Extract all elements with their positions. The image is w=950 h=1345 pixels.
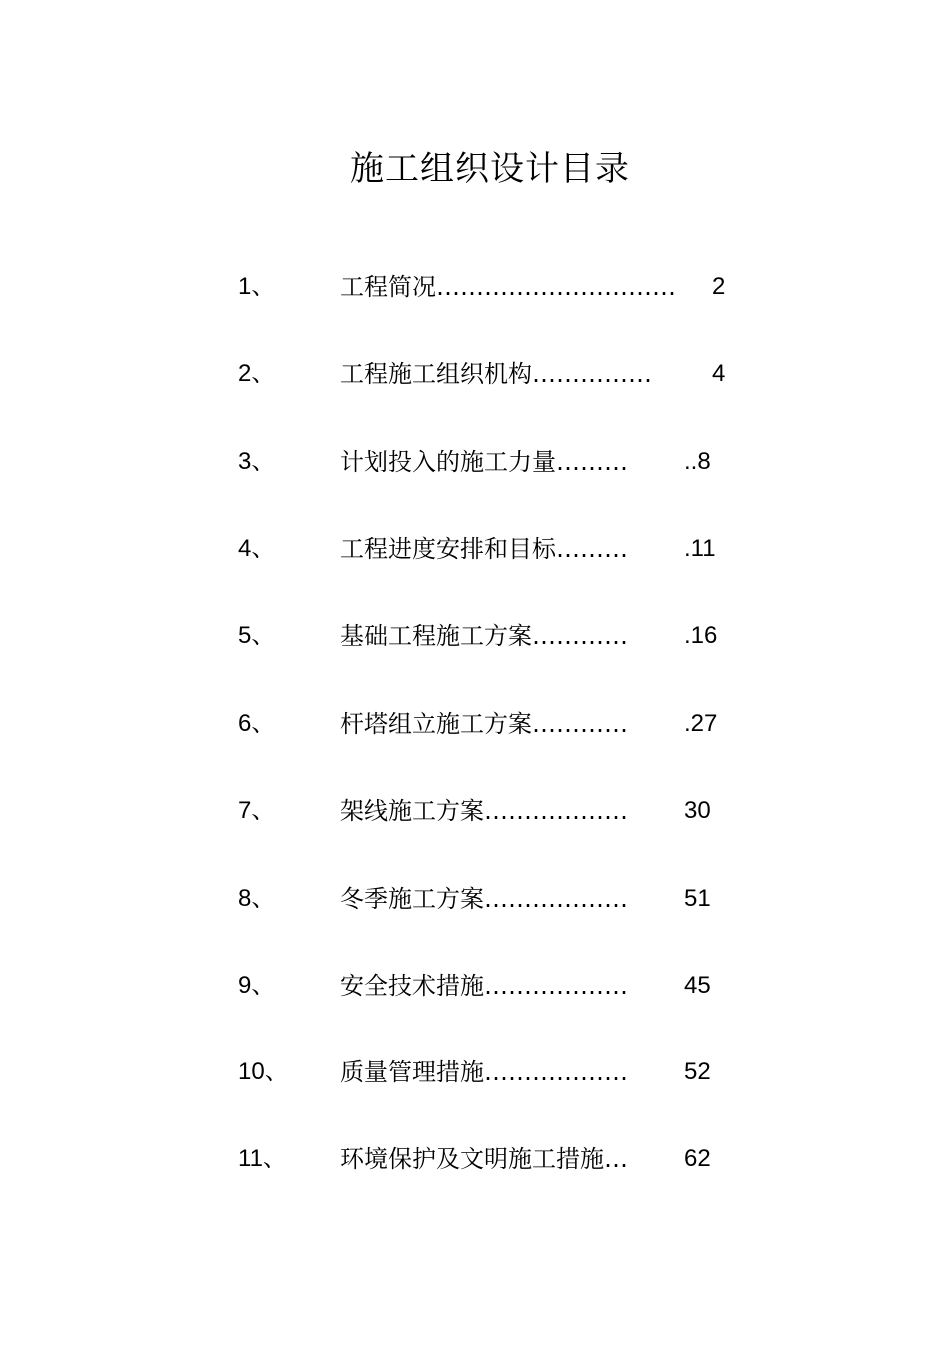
toc-entry-page: .16 [684,622,718,649]
toc-entry[interactable] [0,704,950,744]
toc-entry[interactable] [0,616,950,656]
toc-entry-title: 工程进度安排和目标……… [340,535,628,563]
toc-entry-title: 计划投入的施工力量……… [340,448,628,476]
toc-entry-title: 工程施工组织机构…………… [340,360,652,388]
toc-entry-number: 5、 [238,622,276,649]
toc-entry-title: 环境保护及文明施工措施… [340,1145,628,1173]
toc-entry[interactable] [0,1139,950,1179]
toc-entry-title: 质量管理措施……………… [340,1058,628,1086]
toc-entry-title: 安全技术措施……………… [340,972,628,1000]
toc-entry-page: 4 [712,360,726,387]
toc-entry-title: 工程简况………………………… [340,273,676,301]
toc-entry-number: 3、 [238,448,276,475]
toc-entry-title: 架线施工方案……………… [340,797,628,825]
toc-entry[interactable] [0,267,950,307]
toc-entry[interactable] [0,1052,950,1092]
toc-entry-number: 10、 [238,1058,289,1085]
toc-entry-page: 30 [684,797,711,824]
toc-entry-title: 杆塔组立施工方案………… [340,710,628,738]
toc-entry-number: 8、 [238,885,276,912]
toc-entry-number: 6、 [238,710,276,737]
toc-entry[interactable] [0,879,950,919]
toc-entry-page: 51 [684,885,711,912]
toc-entry-page: .11 [684,535,716,562]
toc-entry-number: 7、 [238,797,276,824]
toc-entry-page: 52 [684,1058,711,1085]
toc-entry-number: 11、 [238,1145,287,1172]
toc-entry[interactable] [0,529,950,569]
toc-entry[interactable] [0,966,950,1006]
toc-entry-number: 1、 [238,273,276,300]
toc-entry-page: 62 [684,1145,711,1172]
toc-entry-page: .27 [684,710,718,737]
toc-entry-number: 4、 [238,535,276,562]
toc-entry-number: 2、 [238,360,276,387]
toc-entry[interactable] [0,791,950,831]
toc-entry-page: 2 [712,273,726,300]
toc-entry-page: ..8 [684,448,711,475]
toc-entry[interactable] [0,354,950,394]
toc-entry-page: 45 [684,972,711,999]
page-title: 施工组织设计目录 [350,149,630,189]
toc-entry-number: 9、 [238,972,276,999]
toc-entry-title: 基础工程施工方案………… [340,622,628,650]
toc-entry[interactable] [0,442,950,482]
toc-entry-title: 冬季施工方案……………… [340,885,628,913]
